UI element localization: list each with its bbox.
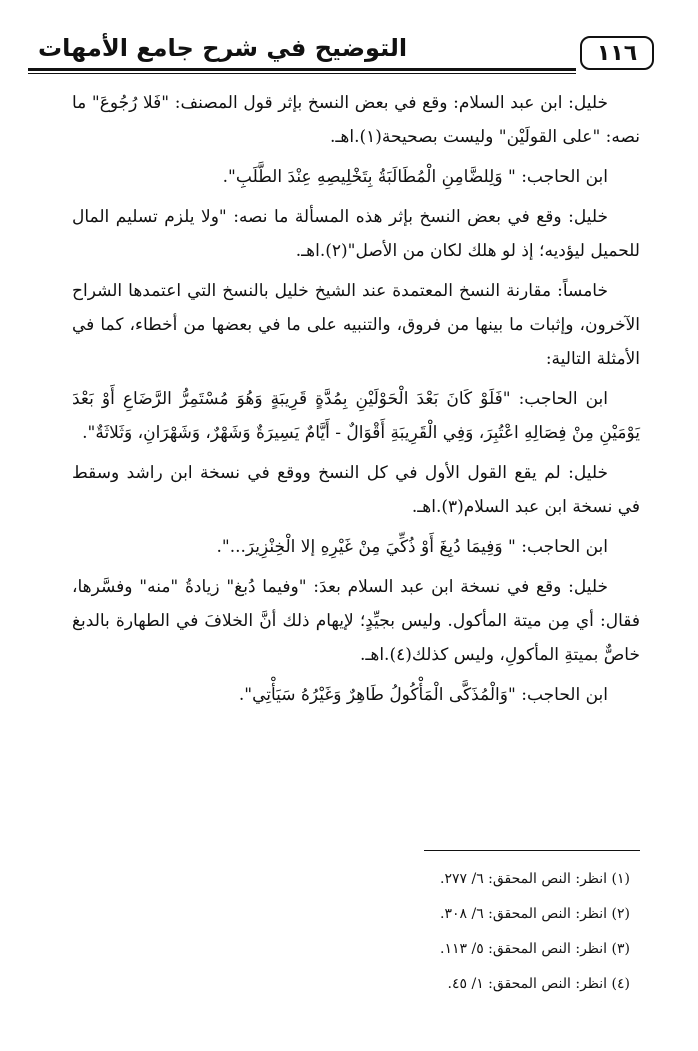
paragraph-8: خليل: وقع في نسخة ابن عبد السلام بعدَ: "وفيما دُبغ" زيادةُ "منه" وفسَّرها، فقال: أي مِن ميتة المأكول. وليس بجيِّدٍ؛ لإيهام ذلك أنَّ الخلافَ في الطهارة بالدبغ خاصٌّ بميتةِ المأكولِ، وليس كذلك(٤).اهـ. [72,577,640,665]
header-rule [28,68,576,74]
footnote-rule [424,850,640,851]
paragraph-2: ابن الحاجب: " وَلِلضَّامِنِ الْمُطَالَبَةُ بِتَخْلِيصِهِ عِنْدَ الطَّلَبِ". [222,167,608,187]
paragraph-7: ابن الحاجب: " وَفِيمَا دُبِغَ أَوْ ذُكِّيَ مِنْ غَيْرِهِ إلا الْخِنْزِيرَ...". [216,537,608,557]
page-number: ١١٦ [580,36,654,70]
footnote-1: (١) انظر: النص المحقق: ٦/ ٢٧٧. [440,871,630,887]
paragraph-6: خليل: لم يقع القول الأول في كل النسخ ووقع في نسخة ابن راشد وسقط في نسخة ابن عبد السلام(٣).اهـ. [72,463,640,517]
footnote-2: (٢) انظر: النص المحقق: ٦/ ٣٠٨. [440,906,630,922]
page-header [28,36,654,76]
footnote-4: (٤) انظر: النص المحقق: ١/ ٤٥. [447,976,630,992]
paragraph-4: خامساً: مقارنة النسخ المعتمدة عند الشيخ خليل بالنسخ التي اعتمدها الشراح الآخرون، وإثبات ما بينها من فروق، والتنبيه على ما في بعضها من أخطاء، كما في الأمثلة التالية: [72,281,640,369]
footnote-3: (٣) انظر: النص المحقق: ٥/ ١١٣. [440,941,630,957]
running-title: التوضيح في شرح جامع الأمهات [38,34,408,62]
page-body [72,86,640,712]
paragraph-5: ابن الحاجب: "فَلَوْ كَانَ بَعْدَ الْحَوْلَيْنِ بِمُدَّةٍ قَرِيبَةٍ وَهُوَ مُسْتَمِرُّ الرَّضَاعِ أَوْ بَعْدَ يَوْمَيْنِ مِنْ فِصَالِهِ اعْتُبِرَ، وَفِي الْقَرِيبَةِ أَقْوَالٌ - أَيَّامٌ يَسِيرَةٌ وَشَهْرٌ، وَشَهْرَانِ، وَثَلاثَةٌ". [72,389,640,443]
footnotes [70,862,630,1002]
paragraph-9: ابن الحاجب: "وَالْمُذَكَّى الْمَأْكُولُ طَاهِرٌ وَغَيْرُهُ سَيَأْتِي". [238,685,608,705]
paragraph-3: خليل: وقع في بعض النسخ بإثر هذه المسألة ما نصه: "ولا يلزم تسليم المال للحميل ليؤديه؛ إذ لو هلك لكان من الأصل"(٢).اهـ. [72,207,640,261]
paragraph-1: خليل: ابن عبد السلام: وقع في بعض النسخ بإثر قول المصنف: "فَلا رُجُوعَ" ما نصه: "على القولَيْن" وليست بصحيحة(١).اهـ. [72,93,640,147]
